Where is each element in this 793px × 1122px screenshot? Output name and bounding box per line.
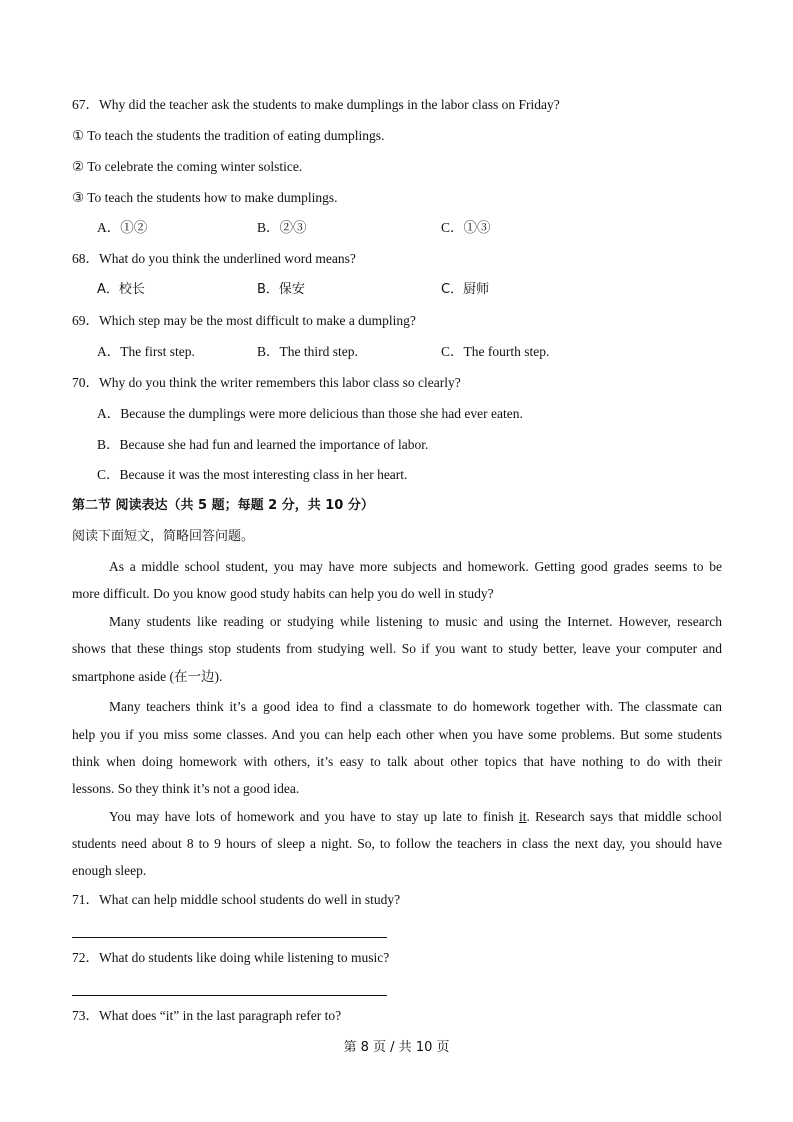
question-73: 73．What does “it” in the last paragraph refer to? [72, 1008, 342, 1023]
option-a: A．①② [97, 220, 148, 235]
question-72: 72．What do students like doing while listening to music? [72, 950, 390, 965]
question-text: 67．Why did the teacher ask the students to make dumplings in the labor class on Friday? [72, 97, 560, 112]
answer-line-72[interactable] [72, 995, 387, 996]
question-text: 69．Which step may be the most difficult to make a dumpling? [72, 313, 416, 328]
question-text: 70．Why do you think the writer remembers this labor class so clearly? [72, 375, 461, 390]
option-b: B．保安 [257, 282, 305, 297]
passage-line: Many teachers think it’s a good idea to find a classmate to do homework together with. The classmate can [109, 699, 722, 714]
passage-line: smartphone aside (在一边). [72, 669, 223, 684]
passage-line [72, 808, 722, 826]
passage-line: help you if you miss some classes. And you can help each other when you have some problems. But some students [72, 727, 722, 742]
question-text: 68．What do you think the underlined word means? [72, 251, 356, 266]
statement: ② To celebrate the coming winter solstice. [72, 159, 303, 174]
option-c: C．The fourth step. [441, 344, 550, 359]
passage-line: As a middle school student, you may have more subjects and homework. Getting good grades seems to be [109, 559, 722, 574]
option-c: C．①③ [441, 220, 491, 235]
statement: ① To teach the students the tradition of eating dumplings. [72, 128, 385, 143]
statement: ③ To teach the students how to make dumplings. [72, 190, 338, 205]
option-a: A．The first step. [97, 344, 195, 359]
passage-line: shows that these things stop students from studying well. So if you want to study better, leave your computer and [72, 641, 722, 656]
option-b: B．Because she had fun and learned the importance of labor. [97, 437, 429, 452]
passage-line: more difficult. Do you know good study habits can help you do well in study? [72, 586, 494, 601]
page-footer: 第 8 页 / 共 10 页 [343, 1040, 450, 1055]
question-71: 71．What can help middle school students do well in study? [72, 892, 401, 907]
passage-line: Many students like reading or studying while listening to music and using the Internet. However, research [109, 614, 722, 629]
text: . Research says that middle school [526, 809, 722, 824]
passage-line: think when doing homework with others, it’s easy to talk about other topics that have nothing to do with their [72, 754, 722, 769]
option-c: C．Because it was the most interesting class in her heart. [97, 467, 408, 482]
text: You may have lots of homework and you have to stay up late to finish [109, 809, 519, 824]
option-c: C．厨师 [441, 282, 490, 297]
option-b: B．②③ [257, 220, 307, 235]
passage-line: students need about 8 to 9 hours of sleep a night. So, to follow the teachers in class the next day, you should have [72, 836, 722, 851]
answer-line-71[interactable] [72, 937, 387, 938]
option-b: B．The third step. [257, 344, 358, 359]
section-instruction: 阅读下面短文，简略回答问题。 [72, 529, 255, 544]
passage-line: enough sleep. [72, 863, 147, 878]
option-a: A．校长 [97, 282, 145, 297]
passage-line: lessons. So they think it’s not a good idea. [72, 781, 300, 796]
section-title: 第二节 阅读表达（共 5 题；每题 2 分，共 10 分） [72, 498, 374, 513]
underlined-word: it [519, 809, 527, 824]
option-a: A．Because the dumplings were more delicious than those she had ever eaten. [97, 406, 523, 421]
